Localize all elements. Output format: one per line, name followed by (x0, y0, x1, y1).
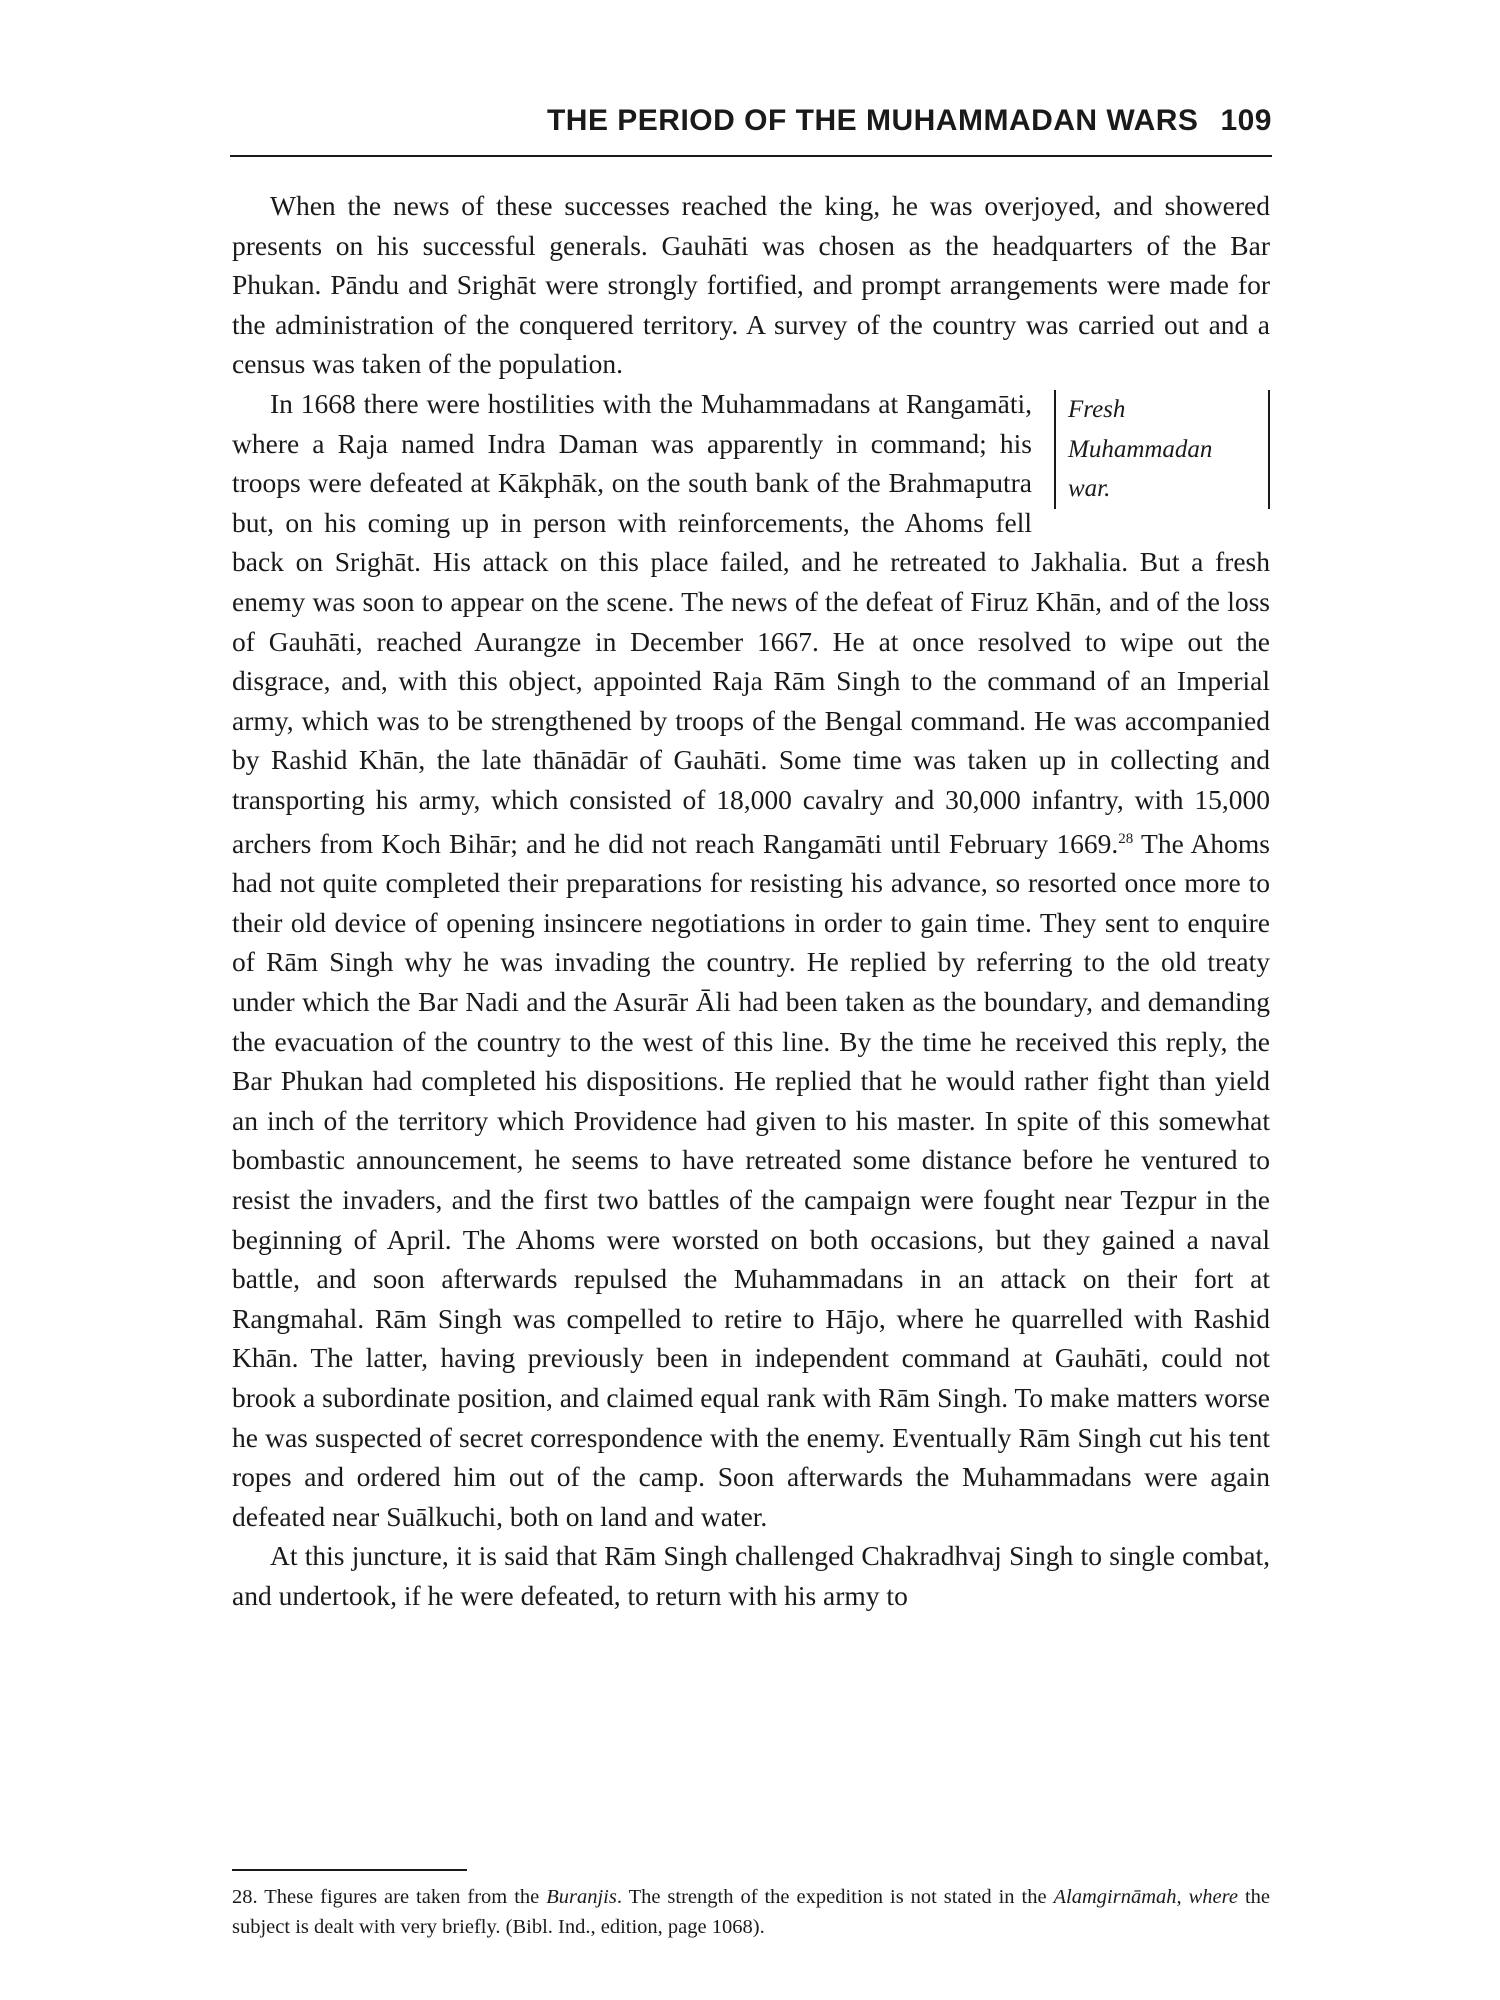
running-header (230, 104, 1272, 138)
header-rule (230, 155, 1272, 157)
footnote (232, 1882, 1270, 1942)
paragraph-1: When the news of these successes reached the king, he was overjoyed, and showered presents on his successful generals. Gauhāti was chosen as the headquarters of the Bar Phukan. Pāndu and Srighāt were strongly fortified, and prompt arrangements were made for the administration of the conquered territory. A survey of the country was carried out and a census was taken of the population. (232, 190, 1270, 380)
footnote-reference: 28 (1118, 830, 1134, 847)
paragraph-2-text-a: In 1668 there were hostilities with the Muhammadans at Rangamāti, where a Raja named Indra Daman was apparently in command; his troops were defeated at Kākphāk, on the south bank of the Brahmaputra but, on his coming up in person with reinforcements, the Ahoms fell back on Srighāt. His attack on this place failed, and he retreated to Jakhalia. But a fresh enemy was soon to appear on the scene. The news of the defeat of Firuz Khān, and of the loss of Gauhāti, reached Aurangze in December 1667. He at once resolved to wipe out the disgrace, and, with this object, appointed Raja Rām Singh to the command of an Imperial army, which was to be strengthened by troops of the Bengal command. He was accompanied by Rashid Khān, the late thānādār of Gauhāti. Some time was taken up in collecting and transporting his army, which consisted of 18,000 cavalry and 30,000 infantry, with 15,000 archers from Koch Bihār; and he did not reach Rangamāti until February 1669. (232, 387, 1270, 859)
paragraph-2 (232, 384, 1270, 1536)
footnote-italic-1: Buranjis (546, 1886, 617, 1908)
paragraph-2-text-b: The Ahoms had not quite completed their preparations for resisting his advance, so resorted once more to their old device of opening insincere negotiations in order to gain time. They sent to enquire of Rām Singh why he was invading the country. He replied by referring to the old treaty under which the Bar Nadi and the Asurār Āli had been taken as the boundary, and demanding the evacuation of the country to the west of this line. By the time he received this reply, the Bar Phukan had completed his dispositions. He replied that he would rather fight than yield an inch of the territory which Providence had given to his master. In spite of this somewhat bombastic announcement, he seems to have retreated some distance before he ventured to resist the invaders, and the first two battles of the campaign were fought near Tezpur in the beginning of April. The Ahoms were worsted on both occasions, but they gained a naval battle, and soon afterwards repulsed the Muhammadans in an attack on their fort at Rangmahal. Rām Singh was compelled to retire to Hājo, where he quarrelled with Rashid Khān. The latter, having previously been in independent command at Gauhāti, could not brook a subordinate position, and claimed equal rank with Rām Singh. To make matters worse he was suspected of secret correspondence with the enemy. Eventually Rām Singh cut his tent ropes and ordered him out of the camp. Soon afterwards the Muhammadans were again defeated near Suālkuchi, both on land and water. (232, 827, 1270, 1532)
body-text (232, 186, 1270, 1616)
footnote-text-1: These figures are taken from the (257, 1886, 547, 1908)
margin-note (1054, 390, 1270, 509)
paragraph-3: At this juncture, it is said that Rām Singh challenged Chakradhvaj Singh to single combat, and undertook, if he were defeated, to return with his army to (232, 1540, 1270, 1611)
page-number: 109 (1220, 104, 1272, 137)
footnote-italic-2: Alamgirnāmah, where (1053, 1886, 1238, 1908)
footnote-text-3: the subject is dealt with very briefly. (Bibl. Ind., edition, page 1068). (232, 1886, 1270, 1938)
margin-note-line-3: war. (1068, 475, 1111, 503)
footnote-rule (232, 1869, 467, 1871)
margin-note-line-2: Muhammadan (1068, 435, 1213, 463)
footnote-text-2: . The strength of the expedition is not stated in the (616, 1886, 1054, 1908)
running-title: THE PERIOD OF THE MUHAMMADAN WARS (546, 104, 1199, 137)
footnote-number: 28. (232, 1886, 258, 1908)
margin-note-line-1: Fresh (1068, 395, 1126, 423)
